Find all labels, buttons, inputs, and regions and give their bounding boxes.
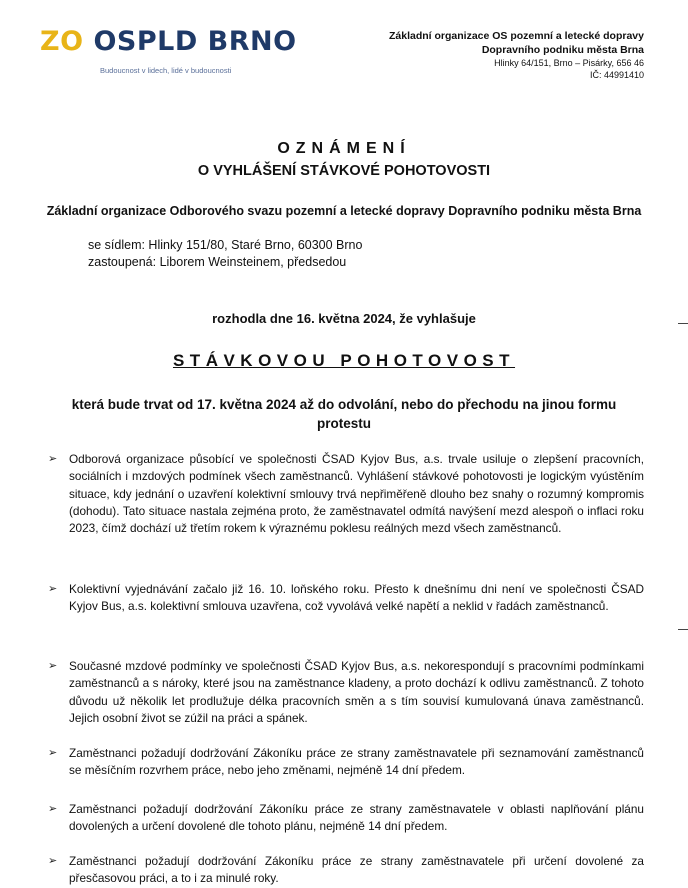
- arrow-bullet-icon: ➢: [48, 803, 58, 815]
- logo-prefix: ZO: [40, 26, 84, 57]
- list-item: Zaměstnanci požadují dodržování Zákoníku práce ze strany zaměstnavatele při určení dovolené za přesčasovou práci, a to i za minulé roky.: [69, 854, 644, 886]
- margin-mark: [678, 629, 688, 630]
- org-ic: IČ: 44991410: [589, 70, 644, 80]
- arrow-bullet-icon: ➢: [48, 583, 58, 595]
- org-name-line1: Základní organizace OS pozemní a letecké dopravy: [388, 30, 644, 42]
- org-address: Hlinky 64/151, Brno – Pisárky, 656 46: [494, 58, 644, 68]
- organization-full-name: Základní organizace Odborového svazu pozemní a letecké dopravy Dopravního podniku města Brna: [46, 204, 642, 218]
- decision-line: rozhodla dne 16. května 2024, že vyhlašuje: [212, 311, 476, 326]
- represented-line: zastoupená: Liborem Weinsteinem, předsedou: [88, 255, 347, 269]
- arrow-bullet-icon: ➢: [48, 855, 58, 867]
- letterhead: [0, 0, 688, 90]
- arrow-bullet-icon: ➢: [48, 747, 58, 759]
- logo-text: OSPLD BRNO: [93, 26, 297, 57]
- seat-line: se sídlem: Hlinky 151/80, Staré Brno, 60300 Brno: [88, 238, 363, 252]
- arrow-bullet-icon: ➢: [48, 660, 58, 672]
- duration-statement: která bude trvat od 17. května 2024 až do odvolání, nebo do přechodu na jinou formu protestu: [71, 397, 617, 431]
- list-item: Odborová organizace působící ve společnosti ČSAD Kyjov Bus, a.s. trvale usiluje o zlepšení pracovních, sociálních i mzdových podmínek všech zaměstnanců. Vyhlášení stávkové pohotovosti je logickým vyústěním situace, kdy jednání o uzavření kolektivní smlouvy trvá nepřiměřeně dlouho bez snahy o rozumný kompromis (dohodu). Tato situace nastala zejména proto, že zaměstnavatel odmítá navýšení mezd alespoň o inflaci roku 2023, čímž dochází už třetím rokem k výraznému poklesu reálných mezd všech zaměstnanců.: [69, 452, 644, 536]
- announcement-title: OZNÁMENÍ: [277, 140, 411, 157]
- announcement-subtitle: O VYHLÁŠENÍ STÁVKOVÉ POHOTOVOSTI: [197, 163, 491, 179]
- logo-tagline: Budoucnost v lidech, lidé v budoucnosti: [100, 66, 232, 75]
- arrow-bullet-icon: ➢: [48, 453, 58, 465]
- list-item: Zaměstnanci požadují dodržování Zákoníku práce ze strany zaměstnavatele při seznamování zaměstnanců se měsíčním rozvrhem práce, nebo jeho změnami, nejméně 14 dní předem.: [69, 746, 644, 778]
- zo-ospld-logo: [40, 28, 297, 55]
- list-item: Zaměstnanci požadují dodržování Zákoníku práce ze strany zaměstnavatele v oblasti naplňování plánu dovolených a určení dovolené dle tohoto plánu, nejméně 14 dní předem.: [69, 802, 644, 834]
- org-name-line2: Dopravního podniku města Brna: [481, 43, 644, 56]
- strike-heading: STÁVKOVOU POHOTOVOST: [172, 351, 516, 370]
- list-item: Současné mzdové podmínky ve společnosti ČSAD Kyjov Bus, a.s. nekorespondují s pracovními podmínkami zaměstnanců a s nároky, které jsou na zaměstnance kladeny, a proto dochází k odlivu zaměstnanců. Z tohoto důvodu už několik let prodlužuje délka pracovních směn a s tím souvisí kumulovaná únava zaměstnanců. Jejich osobní život se zúžil na práci a spánek.: [69, 659, 644, 725]
- list-item: Kolektivní vyjednávání začalo již 16. 10. loňského roku. Přesto k dnešnímu dni není ve společnosti ČSAD Kyjov Bus, a.s. kolektivní smlouva uzavřena, což vyvolává velké napětí a neklid v řadách zaměstnanců.: [69, 582, 644, 614]
- organization-info: [389, 30, 644, 81]
- seat-block: [88, 237, 362, 271]
